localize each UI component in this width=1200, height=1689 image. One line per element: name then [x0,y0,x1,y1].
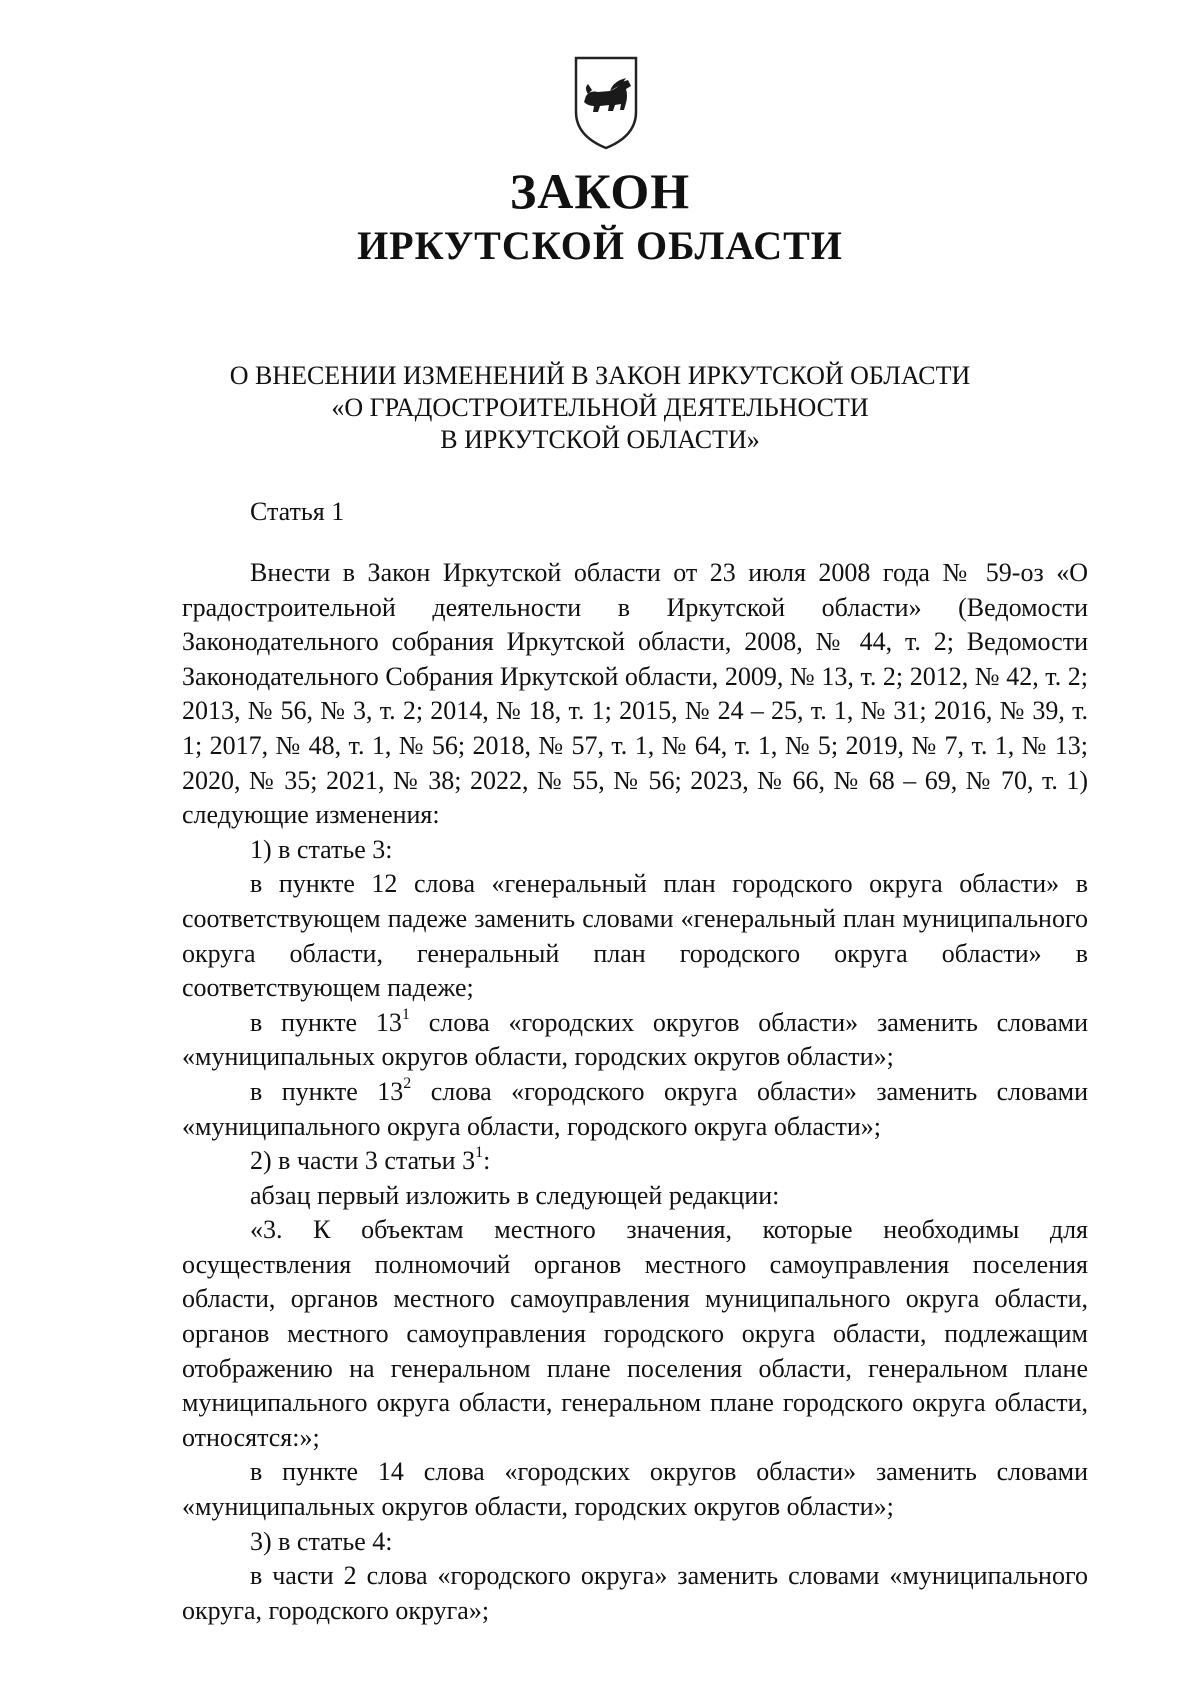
article-body [182,556,1088,1628]
law-subject-line: «О ГРАДОСТРОИТЕЛЬНОЙ ДЕЯТЕЛЬНОСТИ [331,393,869,422]
paragraph: в части 2 слова «городского округа» заменить словами «муниципального округа, городского округа»; [182,1561,1088,1625]
superscript: 1 [475,1144,484,1162]
paragraph-text: слова «городского округа области» заменить словами «муниципального округа области, городского округа области»; [182,1076,1088,1141]
superscript: 2 [403,1075,412,1093]
paragraph: 3) в статье 4: [250,1526,393,1556]
paragraph-text: слова «городских округов области» заменить словами «муниципальных округов области, городских округов области»; [182,1007,1088,1072]
law-subject-line: В ИРКУТСКОЙ ОБЛАСТИ» [440,425,760,454]
law-subject [120,360,1080,456]
paragraph: абзац первый изложить в следующей редакции: [250,1180,780,1210]
article-label: Статья 1 [250,497,345,526]
paragraph: «3. К объектам местного значения, которые необходимы для осуществления полномочий органов местного самоуправления поселения области, органов местного самоуправления муниципального округа области, органов местного самоуправления городского округа области, подлежащим отображению на генеральном плане поселения области, генеральном плане муниципального округа области, генеральном плане городского округа области, относятся:»; [182,1215,1088,1452]
paragraph-text: в пункте 13 [250,1007,402,1037]
paragraph [182,1144,1088,1179]
paragraph [182,1006,1088,1075]
law-subject-line: О ВНЕСЕНИИ ИЗМЕНЕНИЙ В ЗАКОН ИРКУТСКОЙ ОБЛАСТИ [229,361,971,390]
paragraph: 1) в статье 3: [250,834,393,864]
coat-of-arms-icon [570,48,642,152]
paragraph-text: : [483,1146,491,1176]
paragraph [182,1075,1088,1144]
paragraph: Внести в Закон Иркутской области от 23 июля 2008 года № 59-оз «О градостроительной деятельности в Иркутской области» (Ведомости Законодательного собрания Иркутской области, 2008, № 44, т. 2; Ведомости Законодательного Собрания Иркутской области, 2009, № 13, т. 2; 2012, № 42, т. 2; 2013, № 56, № 3, т. 2; 2014, № 18, т. 1; 2015, № 24 – 25, т. 1, № 31; 2016, № 39, т. 1; 2017, № 48, т. 1, № 56; 2018, № 57, т. 1, № 64, т. 1, № 5; 2019, № 7, т. 1, № 13; 2020, № 35; 2021, № 38; 2022, № 55, № 56; 2023, № 66, № 68 – 69, № 70, т. 1) следующие изменения: [182,558,1088,830]
paragraph: в пункте 14 слова «городских округов области» заменить словами «муниципальных округов области, городских округов области»; [182,1457,1088,1522]
paragraph-text: в пункте 13 [250,1076,404,1106]
paragraph-text: 2) в части 3 статьи 3 [250,1146,476,1176]
paragraph: в пункте 12 слова «генеральный план городского округа области» в соответствующем падеже заменить словами «генеральный план муниципального округа области, генеральный план городского округа области» в соответствующем падеже; [182,869,1088,1003]
law-title: ЗАКОН [509,163,691,219]
superscript: 1 [401,1006,410,1024]
law-region: ИРКУТСКОЙ ОБЛАСТИ [357,223,843,268]
